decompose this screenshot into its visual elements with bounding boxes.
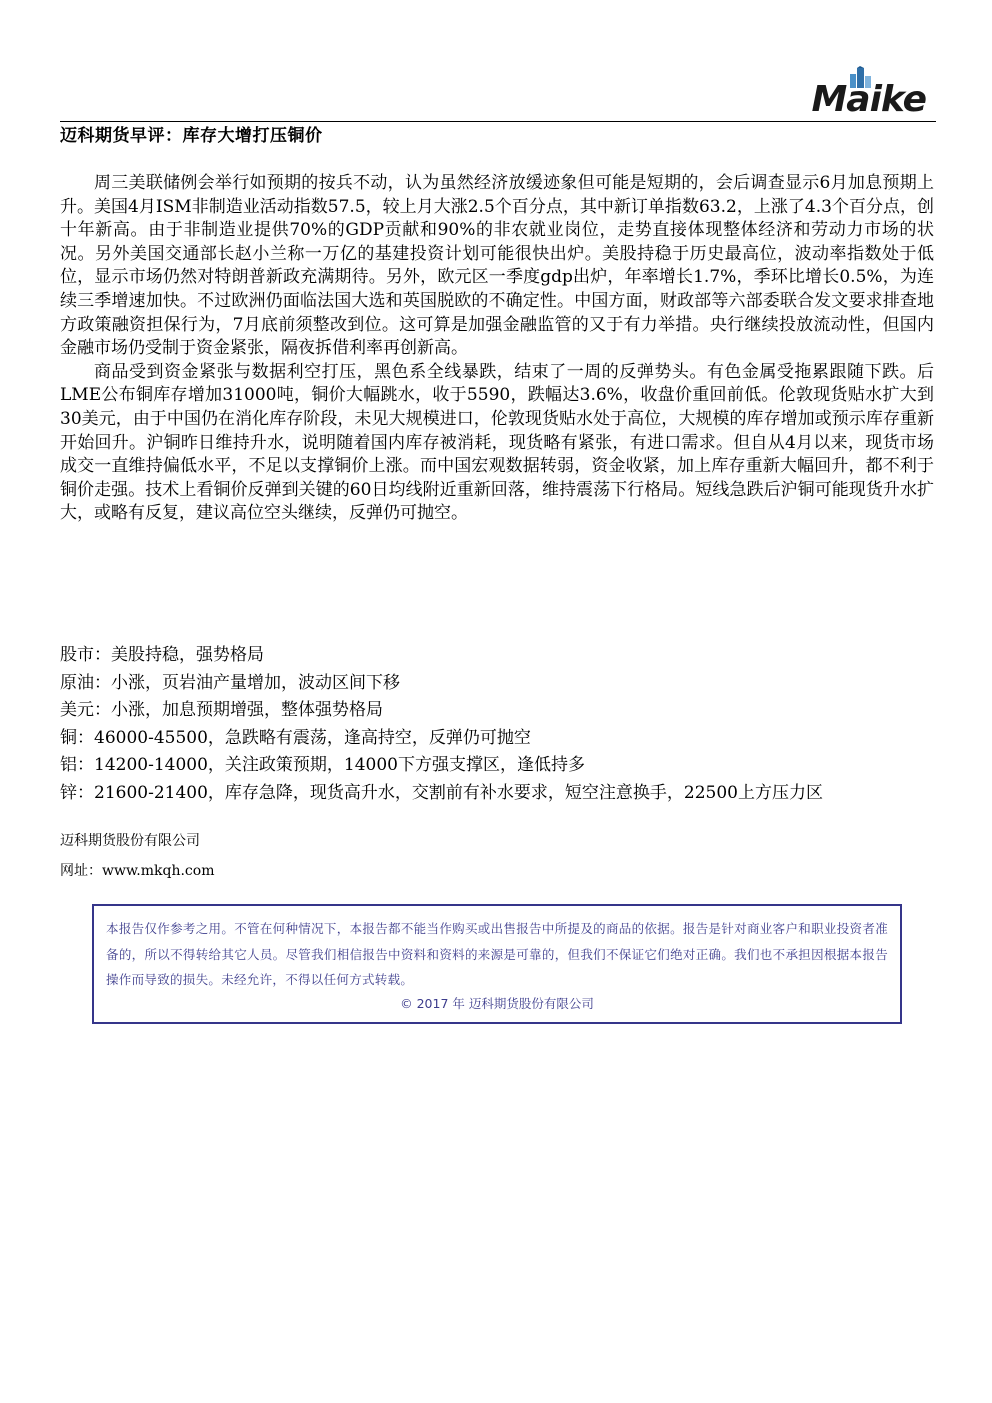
body-paragraph-copper: 商品受到资金紧张与数据利空打压，黑色系全线暴跌，结束了一周的反弹势头。有色金属受拖累跟随下跌。后LME公布铜库存增加31000吨，铜价大幅跳水，收于5590，跌幅达3.6%，收盘价重回前低。伦敦现货贴水扩大到30美元，由于中国仍在消化库存阶段，未见大规模进口，伦敦现货贴水处于高位，大规模的库存增加或预示库存重新开始回升。沪铜昨日维持升水，说明随着国内库存被消耗，现货略有紧张，有进口需求。但自从4月以来，现货市场成交一直维持偏低水平，不足以支撑铜价上涨。而中国宏观数据转弱，资金收紧，加上库存重新大幅回升，都不利于铜价走强。技术上看铜价反弹到关键的60日均线附近重新回落，维持震荡下行格局。短线急跌后沪铜可能现货升水扩大，或略有反复，建议高位空头继续，反弹仍可抛空。 <box>60 361 934 524</box>
company-info <box>60 826 214 886</box>
outlook-item-stocks: 股市：美股持稳，强势格局 <box>60 645 264 665</box>
disclaimer-box <box>92 904 902 1024</box>
maike-logo <box>790 66 930 118</box>
header-divider <box>60 121 936 122</box>
logo-wordmark: Maike <box>811 79 926 120</box>
disclaimer-text: 本报告仅作参考之用。不管在何种情况下，本报告都不能当作购买或出售报告中所提及的商品的依据。报告是针对商业客户和职业投资者准备的，所以不得转给其它人员。尽管我们相信报告中资料和资料的来源是可靠的，但我们不保证它们绝对正确。我们也不承担因根据本报告操作而导致的损失。未经允许，不得以任何方式转载。 <box>106 921 888 987</box>
outlook-item-usd: 美元：小涨，加息预期增强，整体强势格局 <box>60 700 383 720</box>
report-body <box>60 172 934 526</box>
market-outlook-list <box>60 642 934 807</box>
report-title: 迈科期货早评：库存大增打压铜价 <box>60 126 323 146</box>
body-paragraph-macro: 周三美联储例会举行如预期的按兵不动，认为虽然经济放缓迹象但可能是短期的，会后调查显示6月加息预期上升。美国4月ISM非制造业活动指数57.5，较上月大涨2.5个百分点，其中新订单指数63.2，上涨了4.3个百分点，创十年新高。由于非制造业提供70%的GDP贡献和90%的非农就业岗位，走势直接体现整体经济和劳动力市场的状况。另外美国交通部长赵小兰称一万亿的基建投资计划可能很快出炉。美股持稳于历史最高位，波动率指数处于低位，显示市场仍然对特朗普新政充满期待。另外，欧元区一季度gdp出炉，年率增长1.7%，季环比增长0.5%，为连续三季增速加快。不过欧洲仍面临法国大选和英国脱欧的不确定性。中国方面，财政部等六部委联合发文要求排查地方政策融资担保行为，7月底前须整改到位。这可算是加强金融监管的又于有力举措。央行继续投放流动性，但国内金融市场仍受制于资金紧张，隔夜拆借利率再创新高。 <box>60 173 934 359</box>
outlook-item-crude-oil: 原油：小涨，页岩油产量增加，波动区间下移 <box>60 672 400 693</box>
company-website: 网址：www.mkqh.com <box>60 863 215 879</box>
outlook-item-zinc: 锌：21600-21400，库存急降，现货高升水，交割前有补水要求，短空注意换手，22500上方压力区 <box>60 782 823 803</box>
copyright-notice: © 2017 年 迈科期货股份有限公司 <box>400 995 594 1011</box>
page-header <box>60 66 936 122</box>
outlook-item-aluminum: 铝：14200-14000，关注政策预期，14000下方强支撑区，逢低持多 <box>60 755 585 775</box>
outlook-item-copper: 铜：46000-45500，急跌略有震荡，逢高持空，反弹仍可抛空 <box>60 727 531 748</box>
company-name: 迈科期货股份有限公司 <box>60 833 200 849</box>
